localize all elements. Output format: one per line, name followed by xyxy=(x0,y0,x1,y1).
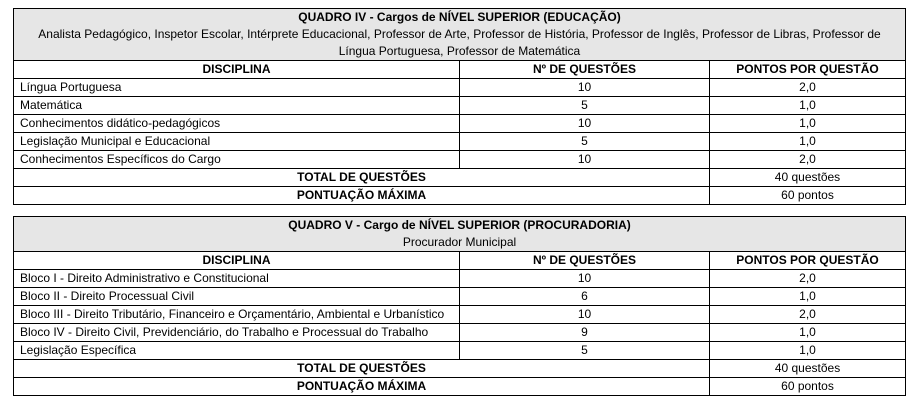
column-header-disciplina: DISCIPLINA xyxy=(14,61,460,79)
table-row xyxy=(14,115,906,133)
pontos-cell: 2,0 xyxy=(710,270,906,288)
quadro-iv-table xyxy=(13,8,906,205)
quadro-iv-header-row xyxy=(14,9,906,61)
questoes-cell: 5 xyxy=(460,133,710,151)
quadro-v-header xyxy=(14,217,906,252)
total-value: 40 questões xyxy=(710,360,906,378)
disciplina-cell: Bloco II - Direito Processual Civil xyxy=(14,288,460,306)
max-score-value: 60 pontos xyxy=(710,187,906,205)
table-row xyxy=(14,324,906,342)
disciplina-cell: Língua Portuguesa xyxy=(14,79,460,97)
pontos-cell: 1,0 xyxy=(710,97,906,115)
column-header-pontos: PONTOS POR QUESTÃO xyxy=(710,61,906,79)
disciplina-cell: Legislação Municipal e Educacional xyxy=(14,133,460,151)
table-row xyxy=(14,342,906,360)
quadro-v-title: QUADRO V - Cargo de NÍVEL SUPERIOR (PROCURADORIA) xyxy=(288,218,631,232)
questoes-cell: 5 xyxy=(460,342,710,360)
quadro-iv-column-headers xyxy=(14,61,906,79)
total-row xyxy=(14,360,906,378)
questoes-cell: 10 xyxy=(460,306,710,324)
column-header-disciplina: DISCIPLINA xyxy=(14,252,460,270)
disciplina-cell: Bloco III - Direito Tributário, Financeiro e Orçamentário, Ambiental e Urbanístico xyxy=(14,306,460,324)
max-score-label: PONTUAÇÃO MÁXIMA xyxy=(14,187,710,205)
pontos-cell: 1,0 xyxy=(710,342,906,360)
questoes-cell: 9 xyxy=(460,324,710,342)
pontos-cell: 1,0 xyxy=(710,133,906,151)
questoes-cell: 5 xyxy=(460,97,710,115)
disciplina-cell: Bloco IV - Direito Civil, Previdenciário, do Trabalho e Processual do Trabalho xyxy=(14,324,460,342)
total-value: 40 questões xyxy=(710,169,906,187)
disciplina-cell: Matemática xyxy=(14,97,460,115)
questoes-cell: 6 xyxy=(460,288,710,306)
table-row xyxy=(14,306,906,324)
max-score-row xyxy=(14,378,906,396)
column-header-pontos: PONTOS POR QUESTÃO xyxy=(710,252,906,270)
max-score-row xyxy=(14,187,906,205)
total-label: TOTAL DE QUESTÕES xyxy=(14,360,710,378)
questoes-cell: 10 xyxy=(460,79,710,97)
max-score-value: 60 pontos xyxy=(710,378,906,396)
questoes-cell: 10 xyxy=(460,115,710,133)
pontos-cell: 1,0 xyxy=(710,115,906,133)
pontos-cell: 2,0 xyxy=(710,306,906,324)
quadro-v-subtitle: Procurador Municipal xyxy=(402,235,517,249)
max-score-label: PONTUAÇÃO MÁXIMA xyxy=(14,378,710,396)
pontos-cell: 1,0 xyxy=(710,288,906,306)
table-row xyxy=(14,133,906,151)
quadro-v-column-headers xyxy=(14,252,906,270)
table-row xyxy=(14,97,906,115)
pontos-cell: 2,0 xyxy=(710,79,906,97)
disciplina-cell: Conhecimentos Específicos do Cargo xyxy=(14,151,460,169)
table-row xyxy=(14,270,906,288)
table-row xyxy=(14,79,906,97)
pontos-cell: 2,0 xyxy=(710,151,906,169)
total-row xyxy=(14,169,906,187)
quadro-iv-subtitle: Analista Pedagógico, Inspetor Escolar, Intérprete Educacional, Professor de Arte, Professor de História, Professor de Inglês, Professor de Libras, Professor de Língua Portuguesa, Professor de Matemática xyxy=(38,27,881,58)
disciplina-cell: Legislação Específica xyxy=(14,342,460,360)
column-header-questoes: Nº DE QUESTÕES xyxy=(460,61,710,79)
pontos-cell: 1,0 xyxy=(710,324,906,342)
table-row xyxy=(14,288,906,306)
column-header-questoes: Nº DE QUESTÕES xyxy=(460,252,710,270)
disciplina-cell: Conhecimentos didático-pedagógicos xyxy=(14,115,460,133)
quadro-iv-title: QUADRO IV - Cargos de NÍVEL SUPERIOR (EDUCAÇÃO) xyxy=(298,10,621,24)
table-row xyxy=(14,151,906,169)
total-label: TOTAL DE QUESTÕES xyxy=(14,169,710,187)
quadro-v-header-row xyxy=(14,217,906,252)
quadro-iv-header xyxy=(14,9,906,61)
questoes-cell: 10 xyxy=(460,270,710,288)
disciplina-cell: Bloco I - Direito Administrativo e Constitucional xyxy=(14,270,460,288)
quadro-v-table xyxy=(13,216,906,396)
questoes-cell: 10 xyxy=(460,151,710,169)
